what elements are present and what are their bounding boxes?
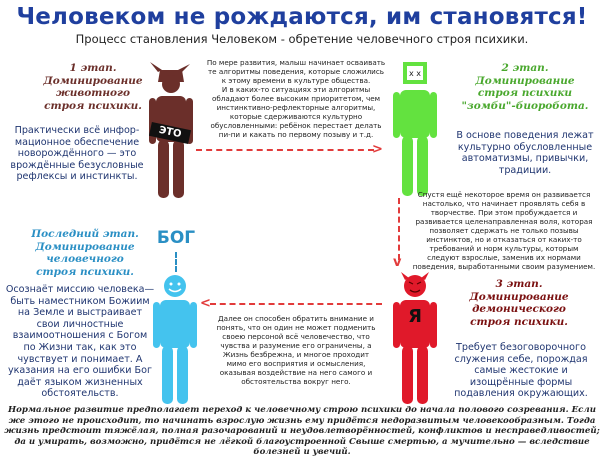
svg-text:x x: x x <box>409 69 422 78</box>
arrowhead-left-icon: < <box>200 296 211 311</box>
stage3-heading: 3 этап. Доминирование демонического строя психики. <box>469 278 569 328</box>
stage4-tag-connector <box>175 252 177 272</box>
arrow-2-to-3 <box>398 198 400 260</box>
page-subtitle: Процесс становления Человеком - обретение человечного строя психики. <box>75 32 529 46</box>
stage1-body: Практически всё инфор- мационное обеспечение новорождённого — это врождённые безусловные рефлексы и инстинкты. <box>10 125 144 183</box>
stage2-body: В основе поведения лежат культурно обусловленные автоматизмы, привычки, традиции. <box>456 130 594 176</box>
page-title: Человеком не рождаются, им становятся! <box>16 4 588 30</box>
stage3-body: Требует безоговорочного служения себе, порождая самые жестокие и изощрённые формы подавления окружающих. <box>454 342 588 400</box>
middle-right-text: Спустя ещё некоторое время он развивается настолько, что начинает проявлять себя в творчестве. При этом пробуждается и развивается целенаправленная воля, которая позволяет сдержать не только позывы инстинктов, но и отказаться от каких-то требований и норм культуры, которым следуют взрослые, заменив их нормами поведения, выработанными своим разумением. <box>412 190 596 271</box>
stage2-heading: 2 этап. Доминирование строя психики "зомби"-биоробота. <box>461 62 589 112</box>
stage4-body: Осознаёт миссию человека— быть наместником Божиим на Земле и выстраивает свои личностные взаимоотношения с Богом по Жизни так, как это чувствует и понимает. А указания на его ошибки Бог даёт языком жизненных обстоятельств. <box>5 284 155 400</box>
arrow-1-to-2 <box>196 149 374 151</box>
arrow-3-to-4 <box>210 303 382 305</box>
stage2-figure <box>392 58 438 198</box>
middle-bottom-text: Далее он способен обратить внимание и понять, что он один не может подменить своею персоной всё человечество, что чувства и разумение его ограничены, а Жизнь безбрежна, и многое проходит мимо его восприятия и осмысления, оказывая воздействие на него самого и обстоятельства вокруг него. <box>216 314 376 386</box>
stage4-heading: Последний этап. Доминирование человечного строя психики. <box>31 228 139 278</box>
stage3-figure <box>392 272 438 406</box>
arrowhead-right-icon: > <box>372 142 383 157</box>
arrowhead-down-icon: v <box>393 255 402 270</box>
middle-top-text: По мере развития, малыш начинает осваивать те алгоритмы поведения, которые сложились к этому времени в культуре общества. И в каких-то ситуациях эти алгоритмы обладают более высоким приоритетом, чем инстинктивно-рефлекторные алгоритмы, которые сдерживаются культурно обусловленными: ребёнок перестает делать пи-пи и какать по первому позыву и т.д. <box>206 58 386 139</box>
stage1-heading: 1 этап. Доминирование животного строя психики. <box>43 62 143 112</box>
stage4-tag: БОГ <box>156 228 196 248</box>
footer-text: Нормальное развитие предполагает переход к человечному строю психики до начала полового созревания. Если же этого не происходит, то начинать взрослую жизнь ему придётся недоразвитым человекообразным. Тогда жизнь предстоит тяжёлая, полная разочарований и неудовлетворённостей, конфликтов и несправедливостей; да и умирать, возможно, придётся не лёгкой благоустроенной Свыше смертью, а мучительно — вследствие болезней и увечий. <box>4 405 600 458</box>
stage1-tag: ЭТО <box>149 122 191 144</box>
stage3-tag: Я <box>408 306 422 327</box>
stage4-figure <box>152 272 198 406</box>
